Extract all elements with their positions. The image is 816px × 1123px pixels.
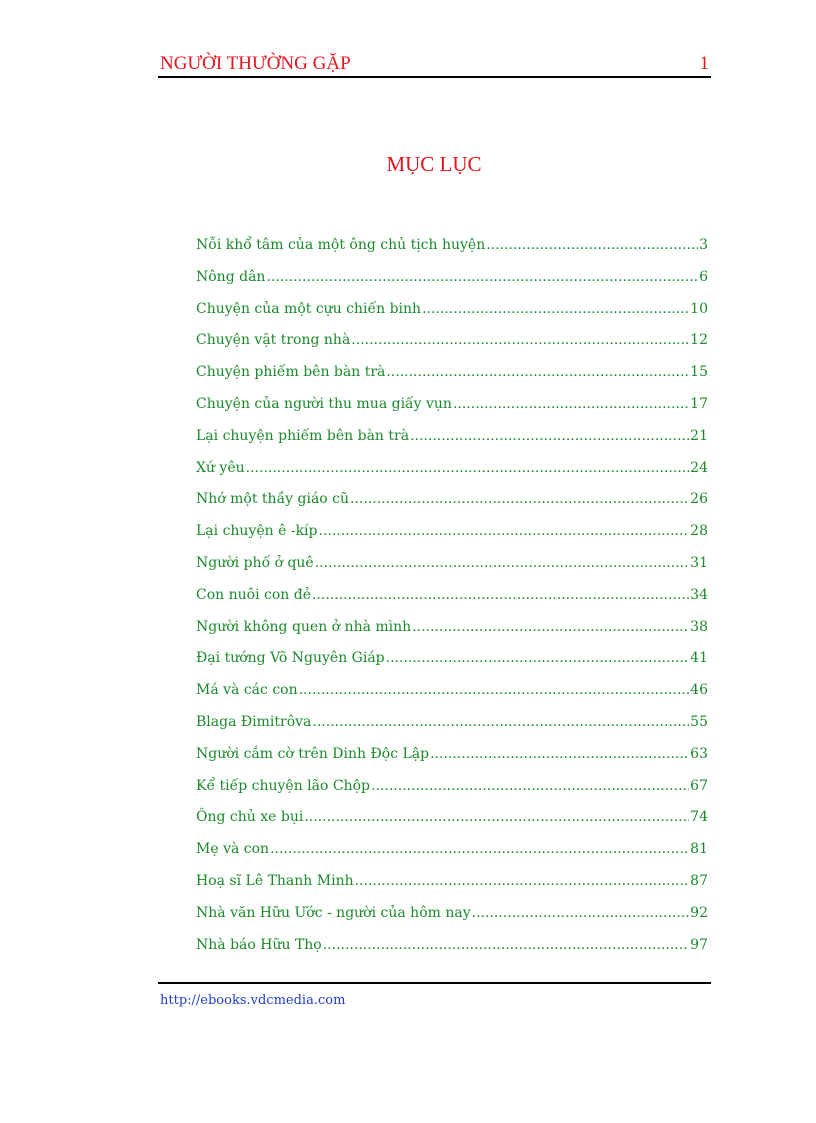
toc-entry-page: 6 [699,268,708,285]
toc-entry[interactable] [196,680,708,712]
toc-entry-page: 74 [690,809,708,826]
toc-entry[interactable] [196,839,708,871]
toc-dot-leader [412,617,689,637]
toc-entry-page: 21 [690,427,708,444]
toc-entry-page: 10 [690,300,708,317]
toc-entry-title: Mẹ và con [196,841,270,858]
toc-entry-page: 28 [690,523,708,540]
toc-entry[interactable] [196,267,708,299]
toc-entry-title: Lại chuyện phiếm bên bàn trà [196,427,410,444]
page-header [158,52,711,78]
toc-dot-leader [371,776,689,796]
toc-dot-leader [312,585,689,605]
toc-entry-title: Chuyện vặt trong nhà [196,332,351,349]
toc-entry[interactable] [196,521,708,553]
toc-entry[interactable] [196,935,708,967]
toc-entry-page: 3 [699,237,708,253]
toc-entry-title: Con nuôi con đẻ [196,586,311,603]
toc-dot-leader [453,394,689,414]
toc-entry[interactable] [196,394,708,426]
toc-entry-title: Ông chủ xe bụi [196,809,304,826]
toc-entry[interactable] [196,553,708,585]
toc-entry-page: 55 [690,713,708,730]
toc-entry-page: 17 [690,395,708,412]
toc-entry[interactable] [196,903,708,935]
toc-entry-page: 92 [690,904,708,921]
toc-dot-leader [386,362,689,382]
toc-entry-page: 24 [690,459,708,476]
toc-dot-leader [299,680,690,700]
page-number: 1 [699,53,709,74]
toc-entry-title: Nông dân [196,268,266,285]
toc-entry[interactable] [196,712,708,744]
toc-entry-title: Chuyện phiếm bên bàn trà [196,364,386,381]
toc-dot-leader [350,489,689,509]
toc-dot-leader [319,521,690,541]
toc-entry[interactable] [196,807,708,839]
toc-entry[interactable] [196,362,708,394]
toc-entry-title: Nỗi khổ tâm của một ông chủ tịch huyện [196,237,486,253]
toc-entry-page: 12 [690,332,708,349]
toc-entry[interactable] [196,426,708,458]
toc-dot-leader [355,871,690,891]
toc-entry-page: 41 [690,650,708,667]
toc-entry[interactable] [196,235,708,267]
toc-entry-title: Người không quen ở nhà mình [196,618,412,635]
toc-dot-leader [246,458,690,478]
toc-entry-page: 26 [690,491,708,508]
toc-dot-leader [430,744,689,764]
toc-dot-leader [315,553,689,573]
toc-entry-title: Đại tướng Võ Nguyên Giáp [196,650,385,667]
toc-entry[interactable] [196,776,708,808]
toc-entry-page: 31 [690,554,708,571]
toc-dot-leader [410,426,689,446]
toc-entry-title: Hoạ sĩ Lê Thanh Minh [196,872,354,889]
toc-entry-title: Người cắm cờ trên Dinh Độc Lập [196,745,430,762]
toc-entry-page: 15 [690,364,708,381]
toc-entry-page: 34 [690,586,708,603]
toc-entry[interactable] [196,458,708,490]
toc-entry[interactable] [196,744,708,776]
toc-dot-leader [351,330,689,350]
toc-entry[interactable] [196,330,708,362]
toc-dot-leader [312,712,689,732]
toc-entry[interactable] [196,617,708,649]
toc-entry[interactable] [196,585,708,617]
toc-entry[interactable] [196,871,708,903]
footer-url-link[interactable]: http://ebooks.vdcmedia.com [160,993,346,1008]
toc-entry-title: Lại chuyện ê -kíp [196,523,318,540]
table-of-contents [196,235,708,966]
toc-dot-leader [472,903,690,923]
toc-dot-leader [422,299,689,319]
toc-entry-title: Nhớ một thầy giáo cũ [196,491,350,508]
toc-entry-title: Nhà báo Hữu Thọ [196,936,322,953]
toc-entry[interactable] [196,489,708,521]
toc-entry-title: Nhà văn Hữu Ước - người của hôm nay [196,904,471,921]
toc-entry-title: Blaga Đimitrôva [196,713,312,730]
toc-dot-leader [386,648,690,668]
toc-heading: MỤC LỤC [386,152,482,176]
toc-entry-page: 87 [690,872,708,889]
toc-entry-page: 97 [690,936,708,953]
book-title: NGƯỜI THƯỜNG GẶP [160,53,351,74]
page-footer [158,982,711,1010]
toc-entry-title: Xứ yêu [196,459,245,476]
toc-entry-title: Kể tiếp chuyện lão Chộp [196,777,371,794]
toc-entry-page: 81 [690,841,708,858]
toc-entry-page: 63 [690,745,708,762]
toc-entry-page: 67 [690,777,708,794]
toc-entry[interactable] [196,299,708,331]
toc-dot-leader [323,935,689,955]
toc-entry[interactable] [196,648,708,680]
toc-entry-page: 46 [690,682,708,699]
toc-entry-title: Chuyện của người thu mua giấy vụn [196,395,452,412]
toc-entry-title: Má và các con [196,682,298,699]
toc-entry-page: 38 [690,618,708,635]
toc-entry-title: Người phố ở quê [196,554,314,571]
toc-dot-leader [304,807,689,827]
toc-dot-leader [270,839,689,859]
toc-entry-title: Chuyện của một cựu chiến binh [196,300,422,317]
toc-dot-leader [486,235,698,255]
toc-dot-leader [266,267,698,287]
